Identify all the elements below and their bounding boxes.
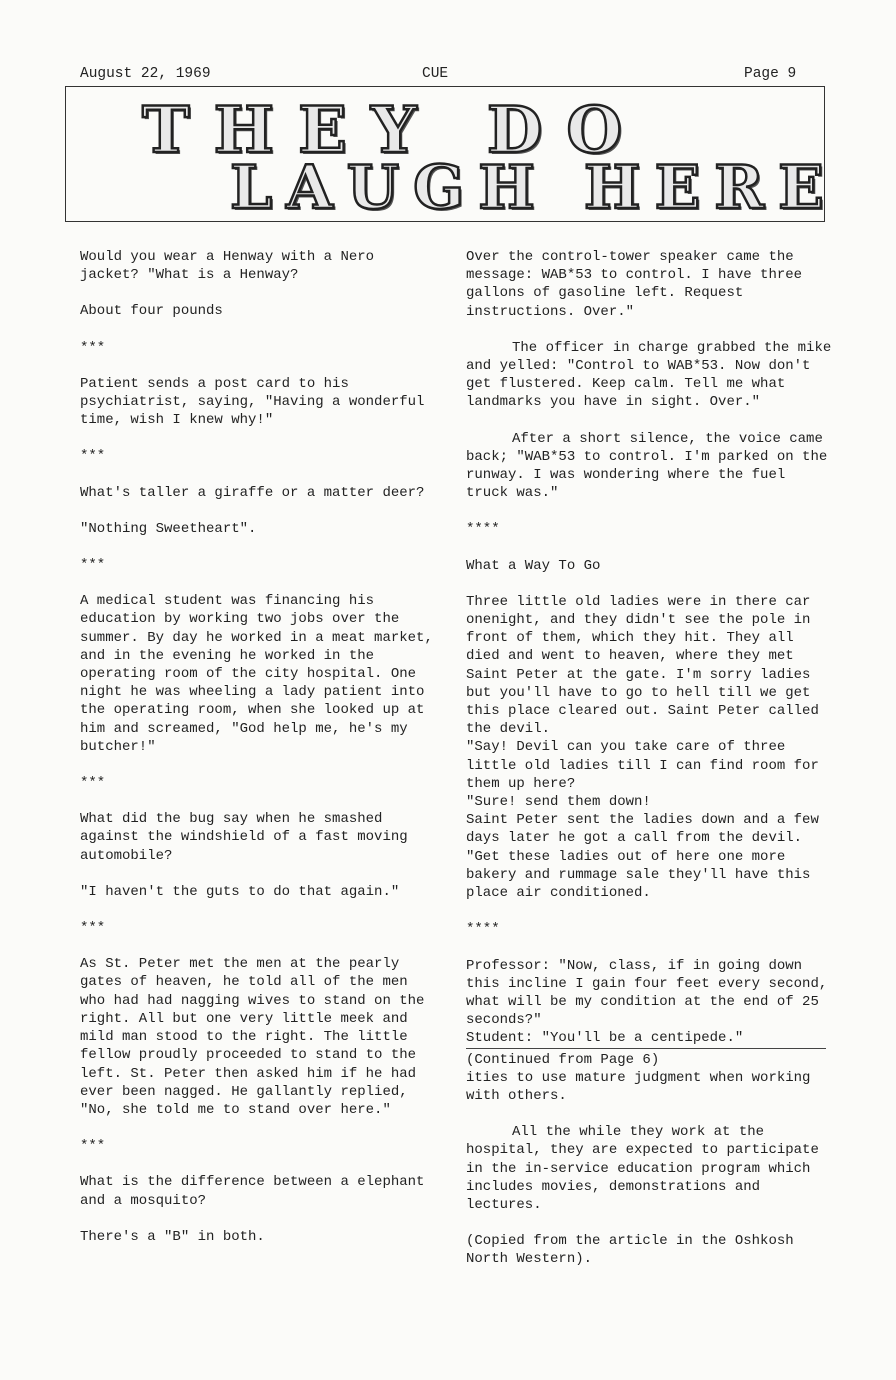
joke-elephant: What is the difference between a elephant and a mosquito? <box>80 1174 425 1209</box>
story-old-ladies-line: "Say! Devil can you take care of three little old ladies till I can find room for them up here? <box>466 739 819 792</box>
separator: *** <box>80 1138 106 1155</box>
title-banner <box>65 86 838 223</box>
continued-article-text: ities to use mature judgment when working with others. <box>466 1069 811 1104</box>
joke-bug: What did the bug say when he smashed against the windshield of a fast moving automobile? <box>80 811 408 864</box>
story-old-ladies-line: Saint Peter sent the ladies down and a few days later he got a call from the devil. <box>466 812 819 847</box>
story-control-tower-ending: After a short silence, the voice came back; "WAB*53 to control. I'm parked on the runway. I was wondering where the fuel truck was." <box>466 430 828 502</box>
story-old-ladies-line: "Sure! send them down! <box>466 794 651 811</box>
article-source-note: (Copied from the article in the Oshkosh North Western). <box>466 1233 794 1268</box>
joke-st-peter: As St. Peter met the men at the pearly gates of heaven, he told all of the men who had had nagging wives to stand on the right. All but one very little meek and mild man stood to the right. The little fellow proudly proceeded to stand to the left. St. Peter then asked him if he had ever been nagged. He gallantly replied, "No, she told me to stand over here." <box>80 956 425 1118</box>
joke-professor: Professor: "Now, class, if in going down this incline I gain four feet every second, what will be my condition at the end of 25 seconds?" <box>466 957 828 1029</box>
joke-elephant-answer: There's a "B" in both. <box>80 1228 265 1245</box>
header-date: August 22, 1969 <box>80 66 211 82</box>
separator: *** <box>80 557 106 574</box>
section-heading: What a Way To Go <box>466 557 601 574</box>
story-old-ladies: Three little old ladies were in there car onenight, and they didn't see the pole in front of them, which they hit. They all died and went to heaven, where they met Saint Peter at the gate. I'm sorry ladies but you'll have to go to hell till we get this place cleared out. Saint Peter called the devil. <box>466 593 819 738</box>
header-page-number: Page 9 <box>744 66 797 82</box>
joke-post-card: Patient sends a post card to his psychiatrist, saying, "Having a wonderful time, wish I knew why!" <box>80 375 425 429</box>
separator: **** <box>466 921 500 938</box>
separator: *** <box>80 339 106 356</box>
joke-student-answer: Student: "You'll be a centipede." <box>466 1030 744 1047</box>
left-column <box>80 248 440 1246</box>
separator: *** <box>80 448 106 465</box>
right-column <box>466 248 834 1269</box>
joke-medical-student: A medical student was financing his education by working two jobs over the summer. By day he worked in a meat market, and in the evening he worked in the operating room of the city hospital. One night he was wheeling a lady patient into the operating room, when she looked up at him and screamed, "God help me, he's my butcher!" <box>80 593 433 755</box>
separator: *** <box>80 775 106 792</box>
joke-giraffe: What's taller a giraffe or a matter deer? <box>80 484 425 501</box>
story-control-tower: Over the control-tower speaker came the message: WAB*53 to control. I have three gallons of gasoline left. Request instructions. Over." <box>466 249 803 320</box>
story-old-ladies-line: "Get these ladies out of here one more bakery and rummage sale they'll have this place air conditioned. <box>466 848 811 902</box>
separator: **** <box>466 521 500 538</box>
story-control-tower-officer: The officer in charge grabbed the mike and yelled: "Control to WAB*53. Now don't get flustered. Keep calm. Tell me what landmarks you have in sight. Over." <box>466 339 832 411</box>
separator: *** <box>80 920 106 937</box>
continued-from-label: (Continued from Page 6) <box>466 1048 826 1069</box>
joke-bug-answer: "I haven't the guts to do that again." <box>80 883 400 900</box>
banner-title-line1: THEY DO <box>142 93 647 168</box>
joke-henway-answer: About four pounds <box>80 303 223 320</box>
banner-title-line2: LAUGH HERE <box>230 153 838 223</box>
header-paper-name: CUE <box>422 66 449 82</box>
joke-henway: Would you wear a Henway with a Nero jacket? "What is a Henway? <box>80 249 375 284</box>
joke-giraffe-answer: "Nothing Sweetheart". <box>80 520 257 537</box>
continued-article-text: All the while they work at the hospital, they are expected to participate in the in-service education program which includes movies, demonstrations and lectures. <box>466 1124 819 1213</box>
